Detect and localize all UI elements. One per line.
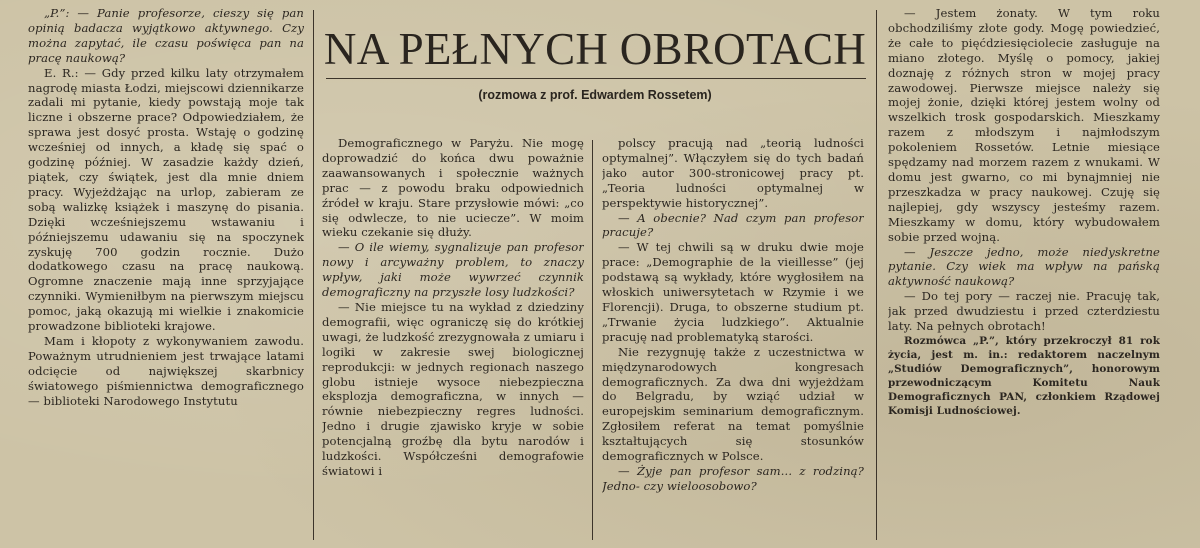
column-1	[28, 6, 304, 546]
article-title: NA PEŁNYCH OBROTACH	[323, 24, 867, 74]
column-3	[602, 136, 864, 546]
paragraph: — W tej chwili są w druku dwie moje prace: „Demographie de la vieillesse” (jej podstawą są wykłady, które wygłosiłem na włoskich uniwersytetach w Rzymie i we Florencji). Druga, to obszerne studium pt. „Trwanie życia ludzkiego”. Aktualnie pracuję nad problematyką starości.	[602, 240, 864, 344]
interview-question: „P.”: — Panie profesorze, cieszy się pan opinią badacza wyjątkowo aktywnego. Czy można zapytać, ile czasu poświęca pan na pracę naukową?	[28, 6, 304, 65]
column-rule	[592, 140, 593, 540]
paragraph: — Jestem żonaty. W tym roku obchodziliśmy złote gody. Mogę powiedzieć, że całe to pięćdziesięciolecie zasługuje na miano złotego. Myślę o pomocy, jakiej doznaję z różnych stron w mojej pracy zawodowej. Pierwsze miejsce należy się mojej żonie, dzięki której jestem wolny od wszelkich trosk gospodarskich. Mieszkamy razem z młodszym i najmłodszym pokoleniem Rossetów. Letnie miesiące spędzamy nad morzem razem z wnukami. W domu jest gwarno, co mi bynajmniej nie przeszkadza w pracy naukowej. Czuję się najlepiej, gdy wszyscy jesteśmy razem. Mieszkamy w domu, który wybudowałem sobie przed wojną.	[888, 6, 1160, 244]
column-4	[888, 6, 1160, 546]
paragraph: E. R.: — Gdy przed kilku laty otrzymałem nagrodę miasta Łodzi, miejscowi dziennikarze zadali mi pytanie, kiedy powstają moje tak liczne i obszerne prace? Odpowiedziałem, że sprawa jest dosyć prosta. Wstaję o godzinę wcześniej od innych, a kładę się spać o godzinę później. W zasadzie każdy dzień, piątek, czy świątek, jest dla mnie dniem pracy. Wyjeżdżając na urlop, zabieram ze sobą walizkę książek i maszynę do pisania. Dzięki wcześniejszemu wstawaniu i późniejszemu udawaniu się na spoczynek zyskuję 700 godzin rocznie. Dużo dodatkowego czasu na pracę naukową. Ogromne znaczenie mają inne sprzyjające czynniki. Wymieniłbym na pierwszym miejscu pomoc, jaką okazują mi wielkie i znakomicie prowadzone biblioteki krajowe.	[28, 65, 304, 334]
paragraph: Mam i kłopoty z wykonywaniem zawodu. Poważnym utrudnieniem jest trwające latami odcięcie od największej skarbnicy światowego piśmiennictwa demograficznego — biblioteki Narodowego Instytutu	[28, 333, 304, 408]
article-subtitle: (rozmowa z prof. Edwardem Rossetem)	[478, 88, 712, 102]
interview-question: — A obecnie? Nad czym pan profesor pracuje?	[602, 210, 864, 240]
paragraph: polscy pracują nad „teorią ludności optymalnej”. Włączyłem się do tych badań jako autor 300-stronicowej pracy pt. „Teoria ludności optymalnej w perspektywie historycznej”.	[602, 136, 864, 210]
column-rule	[876, 10, 877, 540]
author-note: Rozmówca „P.”, który przekroczył 81 rok życia, jest m. in.: redaktorem naczelnym „Studiów Demograficznych”, honorowym przewodniczącym Komitetu Nauk Demograficznych PAN, członkiem Rządowej Komisji Ludnościowej.	[888, 334, 1160, 417]
paragraph: — Nie miejsce tu na wykład z dziedziny demografii, więc ograniczę się do krótkiej uwagi, że ludzkość zrezygnowała z umiaru i logiki w zakresie swej biologicznej reprodukcji: w jednych regionach naszego globu istnieje wysoce niebezpieczna eksplozja demograficzna, w innych — równie niebezpieczny regres ludności. Jedno i drugie zjawisko kryje w sobie potencjalną groźbę dla bytu narodów i ludzkości. Współcześni demografowie światowi i	[322, 299, 584, 478]
interview-question: — Jeszcze jedno, może niedyskretne pytanie. Czy wiek ma wpływ na pańską aktywność naukową?	[888, 244, 1160, 289]
interview-question: — Żyje pan profesor sam... z rodziną? Jedno- czy wieloosobowo?	[602, 463, 864, 493]
column-rule	[313, 10, 314, 540]
paragraph: Nie rezygnuję także z uczestnictwa w międzynarodowych kongresach demograficznych. Za dwa dni wyjeżdżam do Belgradu, by wziąć udział w europejskim seminarium demograficznym. Zgłosiłem referat na temat pomyślnie kształtujących się stosunków demograficznych w Polsce.	[602, 344, 864, 464]
interview-question: — O ile wiemy, sygnalizuje pan profesor nowy i arcyważny problem, to znaczy wpływ, jaki może wywrzeć czynnik demograficzny na przyszłe losy ludzkości?	[322, 240, 584, 300]
paragraph: — Do tej pory — raczej nie. Pracuję tak, jak przed dwudziestu i przed czterdziestu laty. Na pełnych obrotach!	[888, 289, 1160, 334]
column-2	[322, 136, 584, 546]
paragraph: Demograficznego w Paryżu. Nie mogę doprowadzić do końca dwu poważnie zaawansowanych i społecznie ważnych prac — z powodu braku odpowiednich źródeł w kraju. Stare przysłowie mówi: „co się odwlecze, to nie uciecze”. W moim wieku czekanie się dłuży.	[322, 136, 584, 240]
title-underline	[326, 78, 866, 79]
